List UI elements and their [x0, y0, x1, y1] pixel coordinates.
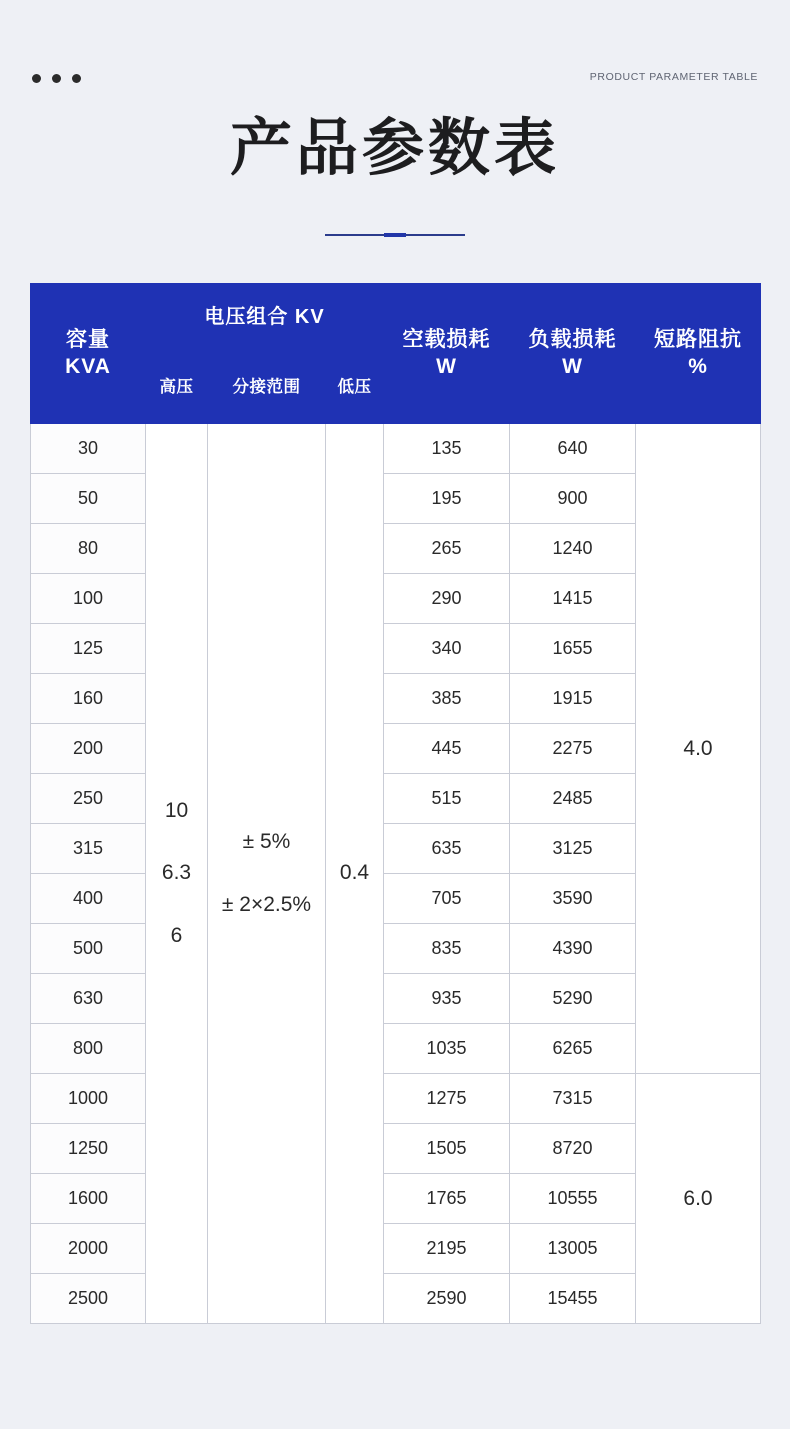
cell-no-load-loss: 2195 [384, 1224, 510, 1274]
header-no-load-loss [384, 284, 510, 424]
cell-load-loss: 900 [510, 474, 636, 524]
cell-no-load-loss: 1275 [384, 1074, 510, 1124]
cell-impedance: 4.0 [636, 424, 761, 1074]
cell-capacity: 200 [31, 724, 146, 774]
cell-load-loss: 10555 [510, 1174, 636, 1224]
header-high-voltage: 高压 [146, 346, 208, 424]
cell-no-load-loss: 1765 [384, 1174, 510, 1224]
cell-no-load-loss: 705 [384, 874, 510, 924]
divider-line-right [406, 234, 465, 236]
cell-load-loss: 1240 [510, 524, 636, 574]
divider-accent-dash [384, 233, 406, 237]
page-title: 产品参数表 [229, 114, 560, 183]
header-voltage-group: 电压组合 KV [146, 284, 384, 346]
cell-no-load-loss: 290 [384, 574, 510, 624]
cell-capacity: 1000 [31, 1074, 146, 1124]
dot-icon [52, 74, 61, 83]
header-load-loss-line2: W [562, 354, 583, 378]
cell-load-loss: 1415 [510, 574, 636, 624]
cell-no-load-loss: 135 [384, 424, 510, 474]
cell-load-loss: 1655 [510, 624, 636, 674]
decorative-dots [32, 74, 81, 83]
table-row [31, 1074, 761, 1124]
dot-icon [72, 74, 81, 83]
table-row [31, 424, 761, 474]
header-impedance [636, 284, 761, 424]
cell-load-loss: 2275 [510, 724, 636, 774]
table-header-row-1 [31, 284, 761, 346]
header-capacity-line2: KVA [65, 354, 111, 378]
cell-tap-range [208, 424, 326, 1324]
cell-capacity: 160 [31, 674, 146, 724]
cell-load-loss: 6265 [510, 1024, 636, 1074]
cell-no-load-loss: 835 [384, 924, 510, 974]
cell-no-load-loss: 1505 [384, 1124, 510, 1174]
cell-load-loss: 8720 [510, 1124, 636, 1174]
high-voltage-value: 6.3 [161, 861, 192, 885]
cell-no-load-loss: 340 [384, 624, 510, 674]
cell-load-loss: 4390 [510, 924, 636, 974]
cell-capacity: 100 [31, 574, 146, 624]
header-capacity-line1: 容量 [66, 327, 110, 351]
cell-load-loss: 640 [510, 424, 636, 474]
cell-capacity: 30 [31, 424, 146, 474]
tap-range-value: ± 2×2.5% [221, 892, 312, 916]
high-voltage-value: 10 [164, 799, 189, 823]
title-divider [325, 233, 465, 237]
table-body [31, 424, 761, 1324]
cell-no-load-loss: 1035 [384, 1024, 510, 1074]
cell-capacity: 50 [31, 474, 146, 524]
cell-capacity: 125 [31, 624, 146, 674]
header-load-loss-line1: 负载损耗 [528, 327, 617, 351]
table-head [31, 284, 761, 424]
cell-no-load-loss: 445 [384, 724, 510, 774]
cell-load-loss: 7315 [510, 1074, 636, 1124]
header-capacity [31, 284, 146, 424]
cell-capacity: 250 [31, 774, 146, 824]
cell-no-load-loss: 635 [384, 824, 510, 874]
cell-load-loss: 2485 [510, 774, 636, 824]
cell-capacity: 80 [31, 524, 146, 574]
header-low-voltage: 低压 [326, 346, 384, 424]
header-impedance-line1: 短路阻抗 [654, 327, 743, 351]
cell-no-load-loss: 265 [384, 524, 510, 574]
cell-low-voltage: 0.4 [326, 424, 384, 1324]
header-impedance-line2: % [688, 354, 708, 378]
divider-line-left [325, 234, 384, 236]
cell-high-voltage [146, 424, 208, 1324]
page-header [0, 60, 790, 100]
cell-load-loss: 15455 [510, 1274, 636, 1324]
cell-capacity: 800 [31, 1024, 146, 1074]
cell-load-loss: 3590 [510, 874, 636, 924]
cell-capacity: 2500 [31, 1274, 146, 1324]
cell-load-loss: 3125 [510, 824, 636, 874]
cell-capacity: 400 [31, 874, 146, 924]
cell-capacity: 1250 [31, 1124, 146, 1174]
cell-capacity: 1600 [31, 1174, 146, 1224]
cell-no-load-loss: 935 [384, 974, 510, 1024]
header-load-loss [510, 284, 636, 424]
cell-load-loss: 5290 [510, 974, 636, 1024]
header-no-load-loss-line2: W [436, 354, 457, 378]
header-eyebrow-text: PRODUCT PARAMETER TABLE [589, 71, 758, 83]
parameter-table-wrapper [30, 283, 760, 1324]
cell-no-load-loss: 385 [384, 674, 510, 724]
cell-capacity: 630 [31, 974, 146, 1024]
cell-no-load-loss: 515 [384, 774, 510, 824]
cell-load-loss: 1915 [510, 674, 636, 724]
cell-impedance: 6.0 [636, 1074, 761, 1324]
cell-capacity: 315 [31, 824, 146, 874]
cell-capacity: 2000 [31, 1224, 146, 1274]
cell-load-loss: 13005 [510, 1224, 636, 1274]
cell-capacity: 500 [31, 924, 146, 974]
header-tap-range: 分接范围 [208, 346, 326, 424]
header-no-load-loss-line1: 空载损耗 [402, 327, 491, 351]
high-voltage-value: 6 [170, 923, 183, 947]
tap-range-value: ± 5% [242, 830, 291, 854]
parameter-table [30, 283, 761, 1324]
dot-icon [32, 74, 41, 83]
cell-no-load-loss: 2590 [384, 1274, 510, 1324]
cell-no-load-loss: 195 [384, 474, 510, 524]
